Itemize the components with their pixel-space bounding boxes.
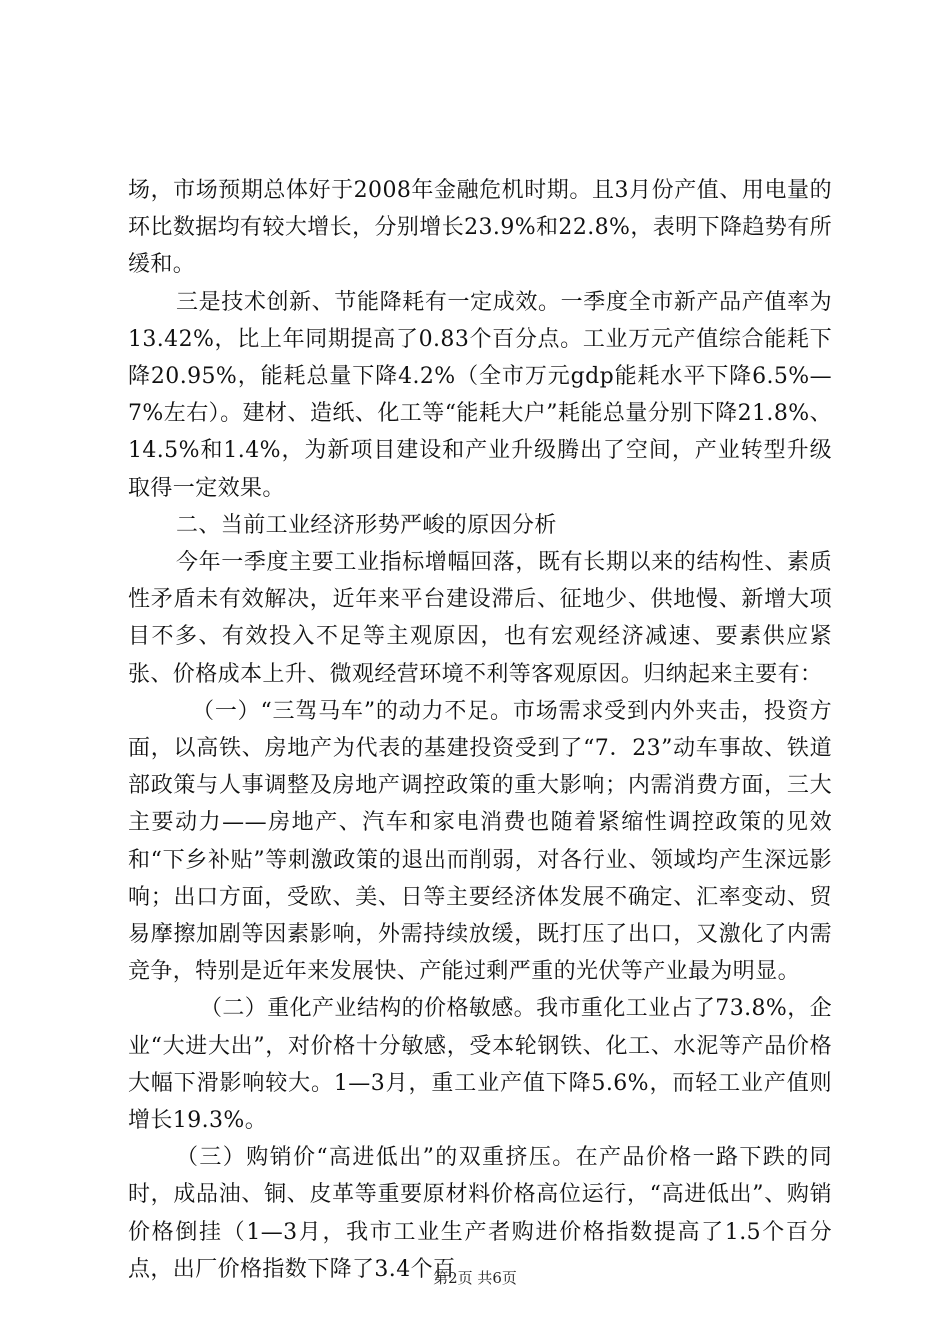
paragraph-purchase-sales-price: （三）购销价“高进低出”的双重挤压。在产品价格一路下跌的同时，成品油、铜、皮革等重要原材料价格高位运行，“高进低出”、购销价格倒挂（1—3月，我市工业生产者购进价格指数提高了1.5个百分点，出厂价格指数下降了3.4个百 [128,1145,832,1282]
paragraph-three-carriages: （一）“三驾马车”的动力不足。市场需求受到内外夹击，投资方面，以高铁、房地产为代表的基建投资受到了“7．23”动车事故、铁道部政策与人事调整及房地产调控政策的重大影响；内需消费方面，三大主要动力——房地产、汽车和家电消费也随着紧缩性调控政策的见效和“下乡补贴”等刺激政策的退出而削弱，对各行业、领域均产生深远影响；出口方面，受欧、美、日等主要经济体发展不确定、汇率变动、贸易摩擦加剧等因素影响，外需持续放缓，既打压了出口，又激化了内需竞争，特别是近年来发展快、产能过剩严重的光伏等产业最为明显。 [128,698,832,985]
page-footer: 第2页 共6页 [433,1269,517,1287]
section-heading: 二、当前工业经济形势严峻的原因分析 [176,512,557,538]
document-body [128,172,832,1288]
paragraph-heavy-industry: （二）重化产业结构的价格敏感。我市重化工业占了73.8%，企业“大进大出”，对价格十分敏感，受本轮钢铁、化工、水泥等产品价格大幅下滑影响较大。1—3月，重工业产值下降5.6%，而轻工业产值则增长19.3%。 [128,996,832,1134]
paragraph-cause-summary: 今年一季度主要工业指标增幅回落，既有长期以来的结构性、素质性矛盾未有效解决，近年来平台建设滞后、征地少、供地慢、新增大项目不多、有效投入不足等主观原因，也有宏观经济减速、要素供应紧张、价格成本上升、微观经营环境不利等客观原因。归纳起来主要有： [128,550,832,687]
paragraph-continuation: 场，市场预期总体好于2008年金融危机时期。且3月份产值、用电量的环比数据均有较大增长，分别增长23.9%和22.8%，表明下降趋势有所缓和。 [128,178,832,278]
paragraph-technology-energy: 三是技术创新、节能降耗有一定成效。一季度全市新产品产值率为13.42%，比上年同期提高了0.83个百分点。工业万元产值综合能耗下降20.95%，能耗总量下降4.2%（全市万元gdp能耗水平下降6.5%—7%左右）。建材、造纸、化工等“能耗大户”耗能总量分别下降21.8%、14.5%和1.4%，为新项目建设和产业升级腾出了空间，产业转型升级取得一定效果。 [128,289,832,501]
